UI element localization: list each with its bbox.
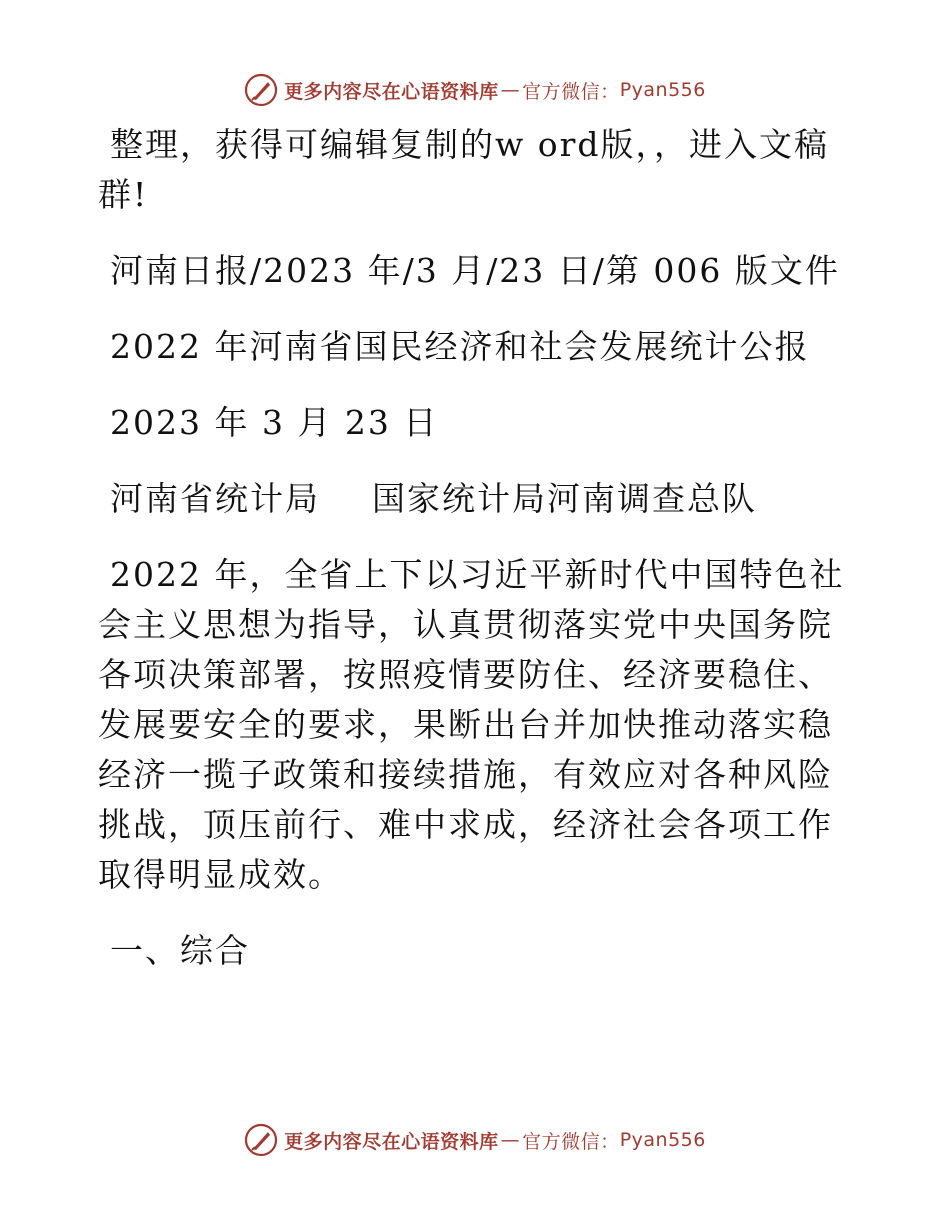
body-paragraph: 2022 年，全省上下以习近平新时代中国特色社会主义思想为指导，认真贯彻落实党中央国务院各项决策部署，按照疫情要防住、经济要稳住、发展要安全的要求，果断出台并加快推动落实稳经济一揽子政策和接续措施，有效应对各种风险挑战，顶压前行、难中求成，经济社会各项工作取得明显成效。	[98, 555, 845, 894]
banner-text: 更多内容尽在心语资料库	[284, 80, 499, 103]
banner-account: Pyan556	[619, 79, 706, 101]
issuer-provincial-bureau: 河南省统计局	[110, 479, 320, 518]
issuer-line	[98, 474, 858, 524]
footer-watermark	[0, 1120, 950, 1160]
banner-dash: —	[500, 79, 521, 101]
banner-wechat-label: 官方微信：	[522, 80, 620, 103]
issuer-survey-team: 国家统计局河南调查总队	[372, 479, 757, 518]
quill-logo-icon	[244, 1123, 278, 1157]
document-title: 2022 年河南省国民经济和社会发展统计公报	[110, 327, 810, 366]
intro-paragraph: 整理，获得可编辑复制的w ord版，，进入文稿群!	[98, 125, 830, 214]
document-body	[98, 120, 858, 976]
banner-text: 更多内容尽在心语资料库	[284, 1130, 499, 1153]
header-watermark	[0, 70, 950, 110]
source-line: 河南日报/2023 年/3 月/23 日/第 006 版文件	[110, 251, 840, 290]
banner-dash: —	[500, 1129, 521, 1151]
quill-logo-icon	[244, 73, 278, 107]
banner-account: Pyan556	[619, 1129, 706, 1151]
document-date: 2023 年 3 月 23 日	[110, 403, 439, 442]
banner-wechat-label: 官方微信：	[522, 1130, 620, 1153]
section-heading: 一、综合	[110, 931, 250, 970]
